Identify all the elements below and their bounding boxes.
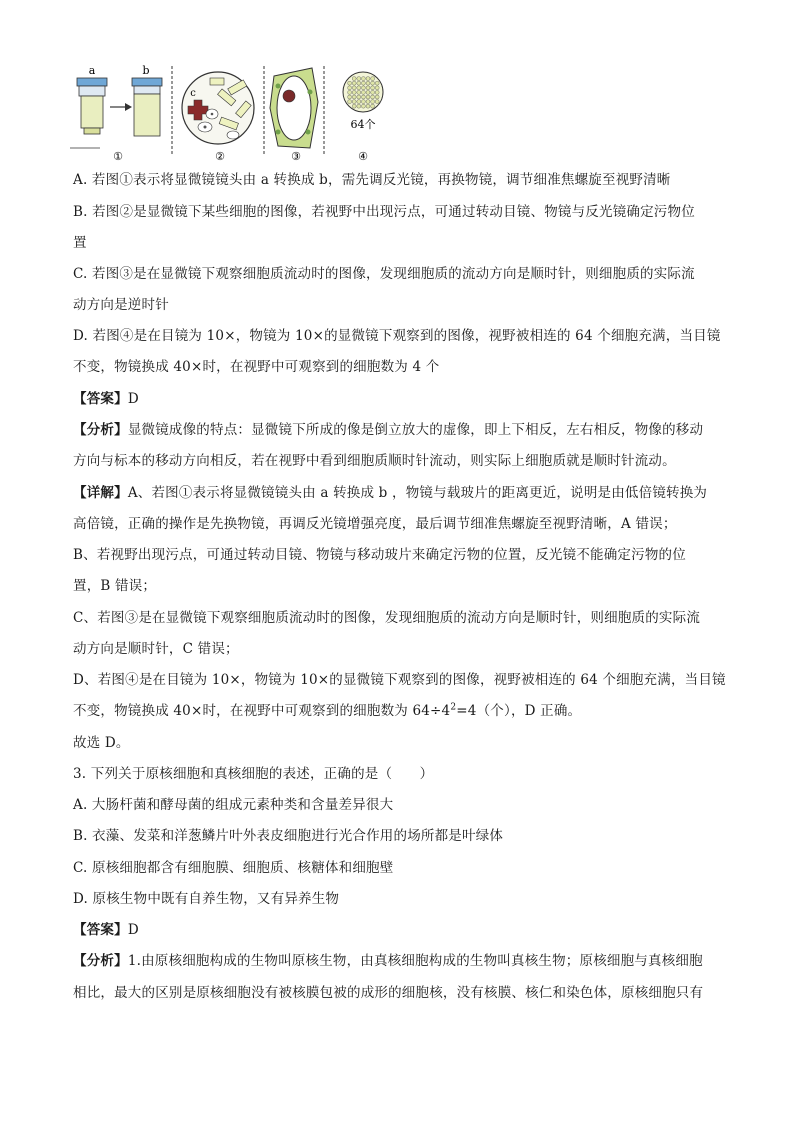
cell-dot <box>357 100 361 104</box>
figure-panel-2 <box>182 72 254 162</box>
q2-option-d-line1: D. 若图④是在目镜为 10×，物镜为 10×的显微镜下观察到的图像，视野被相连的 64 个细胞充满，当目镜 <box>73 328 721 344</box>
cell-dot <box>371 86 375 90</box>
q3-analysis-text: 1.由原核细胞构成的生物叫原核生物，由真核细胞构成的生物叫真核生物；原核细胞与真核细胞 <box>127 953 703 969</box>
cell-dot <box>352 86 356 90</box>
cell-dot <box>352 104 356 108</box>
q3-analysis-tag: 【分析】 <box>73 953 128 969</box>
analysis-tag: 【分析】 <box>73 422 128 438</box>
cell-dot <box>366 90 370 94</box>
cell-dot <box>357 90 361 94</box>
q2-option-c-line2: 动方向是逆时针 <box>73 297 169 313</box>
q2-detail-d-line1: D、若图④是在目镜为 10×，物镜为 10×的显微镜下观察到的图像，视野被相连的 64 个细胞充满，当目镜 <box>73 672 726 688</box>
cell-dot <box>375 81 379 85</box>
answer-tag: 【答案】 <box>73 391 128 407</box>
q2-option-c-line1: C. 若图③是在显微镜下观察细胞质流动时的图像，发现细胞质的流动方向是顺时针，则细胞质的实际流 <box>73 266 695 282</box>
cell-dot <box>371 77 375 81</box>
q3-option-a: A. 大肠杆菌和酵母菌的组成元素种类和含量差异很大 <box>73 797 394 813</box>
detail-d-pre: 不变，物镜换成 40×时，在视野中可观察到的细胞数为 64÷4 <box>73 703 451 719</box>
cell-dot <box>366 86 370 90</box>
detail-d-sup: 2 <box>450 702 457 713</box>
cell-dot <box>361 104 365 108</box>
q2-option-b-line1: B. 若图②是显微镜下某些细胞的图像，若视野中出现污点，可通过转动目镜、物镜与反光镜确定污物位 <box>73 204 695 220</box>
cell-dot <box>357 104 361 108</box>
figure-label-1: ① <box>113 150 123 162</box>
cell-dot <box>348 81 352 85</box>
cell-dot <box>352 100 356 104</box>
microscope-figure <box>70 62 390 162</box>
q2-conclusion: 故选 D。 <box>73 735 130 751</box>
cell-dot <box>366 104 370 108</box>
figure-panel-1 <box>70 64 162 162</box>
q2-detail-b-line1: B、若视野出现污点，可通过转动目镜、物镜与移动玻片来确定污物的位置，反光镜不能确定污物的位 <box>73 547 686 563</box>
q3-stem: 3. 下列关于原核细胞和真核细胞的表述，正确的是（ ） <box>73 766 434 782</box>
cell-dot <box>348 86 352 90</box>
cell-dot <box>361 100 365 104</box>
q2-analysis-line1 <box>73 420 733 440</box>
q2-detail-c-line2: 动方向是顺时针，C 错误； <box>73 641 239 657</box>
q3-option-c: C. 原核细胞都含有细胞膜、细胞质、核糖体和细胞壁 <box>73 860 394 876</box>
cell-dot <box>371 90 375 94</box>
cell-dot <box>375 95 379 99</box>
cell-dot <box>352 95 356 99</box>
q2-option-a: A. 若图①表示将显微镜镜头由 a 转换成 b，需先调反光镜，再换物镜，调节细准焦螺旋至视野清晰 <box>73 172 671 188</box>
q2-detail-b-line2: 置，B 错误； <box>73 578 157 594</box>
q3-analysis-line1 <box>73 951 733 971</box>
figure-panel-3 <box>270 68 318 162</box>
cell-dot <box>361 95 365 99</box>
q2-detail-a-line2: 高倍镜，正确的操作是先换物镜，再调反光镜增强亮度，最后调节细准焦螺旋至视野清晰，A 错误； <box>73 516 677 532</box>
cell-dot <box>366 81 370 85</box>
cell-dot <box>361 86 365 90</box>
cell-dot <box>371 104 375 108</box>
cell-c-label: c <box>190 88 196 99</box>
cell-dot <box>375 86 379 90</box>
cell-dot <box>361 77 365 81</box>
detail-text: A、若图①表示将显微镜镜头由 a 转换成 b ，物镜与载玻片的距离更近，说明是由低倍镜转换为 <box>127 485 708 501</box>
q2-analysis-line2: 方向与标本的移动方向相反，若在视野中看到细胞质顺时针流动，则实际上细胞质就是顺时针流动。 <box>73 453 676 469</box>
cell-dot <box>361 90 365 94</box>
cell-dot <box>375 90 379 94</box>
cell-dot <box>348 100 352 104</box>
detail-d-post: =4（个），D 正确。 <box>456 703 582 719</box>
figure-panel-4 <box>343 72 383 162</box>
q2-option-b-line2: 置 <box>73 235 87 251</box>
cell-dot <box>366 77 370 81</box>
cell-dot <box>352 81 356 85</box>
q3-analysis-line2: 相比，最大的区别是原核细胞没有被核膜包被的成形的细胞核，没有核膜、核仁和染色体，原核细胞只有 <box>73 985 704 1001</box>
cell-dot <box>366 100 370 104</box>
answer-value: D <box>127 391 139 407</box>
cell-dot <box>371 95 375 99</box>
figure-label-2: ② <box>215 150 225 162</box>
count-label: 64个 <box>350 118 376 131</box>
cell-dot <box>375 100 379 104</box>
cell-dot <box>357 77 361 81</box>
cell-dot <box>352 77 356 81</box>
cell-dot <box>348 95 352 99</box>
cell-dot <box>348 90 352 94</box>
lens-b-label: b <box>142 64 150 77</box>
cell-dot <box>371 100 375 104</box>
cell-dot <box>371 81 375 85</box>
q2-detail-c-line1: C、若图③是在显微镜下观察细胞质流动时的图像，发现细胞质的流动方向是顺时针，则细胞质的实际流 <box>73 610 701 626</box>
q3-option-b: B. 衣藻、发菜和洋葱鳞片叶外表皮细胞进行光合作用的场所都是叶绿体 <box>73 828 504 844</box>
analysis-text: 显微镜成像的特点：显微镜下所成的像是倒立放大的虚像，即上下相反，左右相反，物像的移动 <box>127 422 704 438</box>
q2-answer <box>73 389 733 409</box>
cell-dot <box>352 90 356 94</box>
q3-option-d: D. 原核生物中既有自养生物，又有异养生物 <box>73 891 340 907</box>
q3-answer-value: D <box>127 922 139 938</box>
cell-dot <box>357 95 361 99</box>
cell-dot <box>366 95 370 99</box>
cell-dot <box>357 86 361 90</box>
q3-answer-tag: 【答案】 <box>73 922 128 938</box>
q2-detail-d-line2 <box>73 701 733 721</box>
figure-label-4: ④ <box>358 150 368 162</box>
lens-a-label: a <box>88 64 96 77</box>
cell-dot <box>361 81 365 85</box>
figure-label-3: ③ <box>291 150 301 162</box>
q2-detail-a-line1 <box>73 483 733 503</box>
detail-tag: 【详解】 <box>73 485 128 501</box>
cell-dot <box>357 81 361 85</box>
q2-option-d-line2: 不变，物镜换成 40×时，在视野中可观察到的细胞数为 4 个 <box>73 359 440 375</box>
q3-answer <box>73 920 733 940</box>
